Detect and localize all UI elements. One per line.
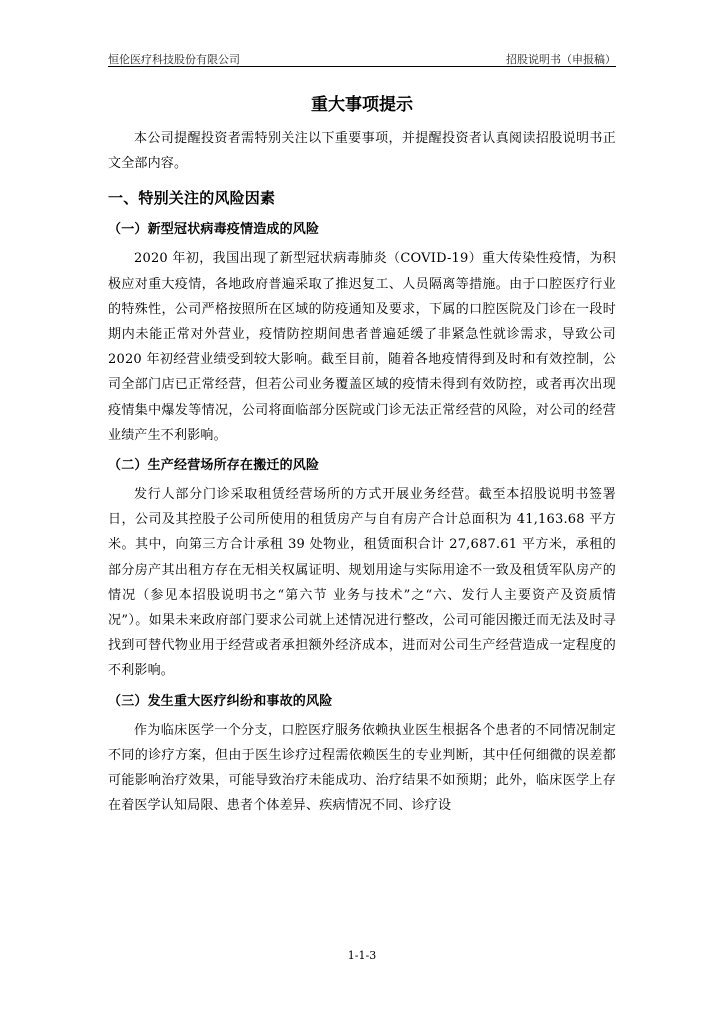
header-company-name: 恒伦医疗科技股份有限公司 (108, 53, 240, 66)
subsection-heading-medical-dispute-risk: （三）发生重大医疗纠纷和事故的风险 (108, 693, 333, 709)
subsection-heading-relocation-risk: （二）生产经营场所存在搬迁的风险 (108, 458, 320, 474)
covid-risk-paragraph: 2020 年初，我国出现了新型冠状病毒肺炎（COVID-19）重大传染性疫情，为积极应对重大疫情，各地政府普遍采取了推迟复工、人员隔离等措施。由于口腔医疗行业的特殊性，公司严格按照所在区域的防疫通知及要求，下属的口腔医院及门诊在一段时期内未能正常对外营业，疫情防控期间患者普遍延缓了非紧急性就诊需求，导致公司 2020 年初经营业绩受到较大影响。截至目前，随着各地疫情得到及时和有效控制，公司全部门店已正常经营，但若公司业务覆盖区域的疫情未得到有效防控，或者再次出现疫情集中爆发等情况，公司将面临部分医院或门诊无法正常经营的风险，对公司的经营业绩产生不利影响。 (108, 251, 616, 443)
section-heading-risk-factors: 一、特别关注的风险因素 (108, 189, 276, 208)
page-title: 重大事项提示 (311, 95, 413, 115)
intro-paragraph: 本公司提醒投资者需特别关注以下重要事项，并提醒投资者认真阅读招股说明书正文全部内容。 (108, 131, 616, 172)
medical-dispute-risk-paragraph: 作为临床医学一个分支，口腔医疗服务依赖执业医生根据各个患者的不同情况制定不同的诊疗方案，但由于医生诊疗过程需依赖医生的专业判断，其中任何细微的误差都可能影响治疗效果，可能导致治疗未能成功、治疗结果不如预期；此外，临床医学上存在着医学认知局限、患者个体差异、疾病情况不同、诊疗设 (108, 722, 616, 814)
page-number: 1-1-3 (347, 949, 377, 962)
subsection-heading-covid-risk: （一）新型冠状病毒疫情造成的风险 (108, 222, 320, 238)
header-document-type: 招股说明书（申报稿） (506, 53, 616, 66)
page-header (108, 46, 616, 66)
header-divider (108, 66, 616, 67)
document-body (108, 126, 616, 818)
relocation-risk-paragraph: 发行人部分门诊采取租赁经营场所的方式开展业务经营。截至本招股说明书签署日，公司及其控股子公司所使用的租赁房产与自有房产合计总面积为 41,163.68 平方米。其中，向第三方合计承租 39 处物业，租赁面积合计 27,687.61 平方米，承租的部分房产其出租方存在无相关权属证明、规划用途与实际用途不一致及租赁军队房产的情况（参见本招股说明书之“第六节 业务与技术”之“六、发行人主要资产及资质情况”）。如果未来政府部门要求公司就上述情况进行整改，公司可能因搬迁而无法及时寻找到可替代物业用于经营或者承担额外经济成本，进而对公司生产经营造成一定程度的不利影响。 (108, 487, 616, 679)
